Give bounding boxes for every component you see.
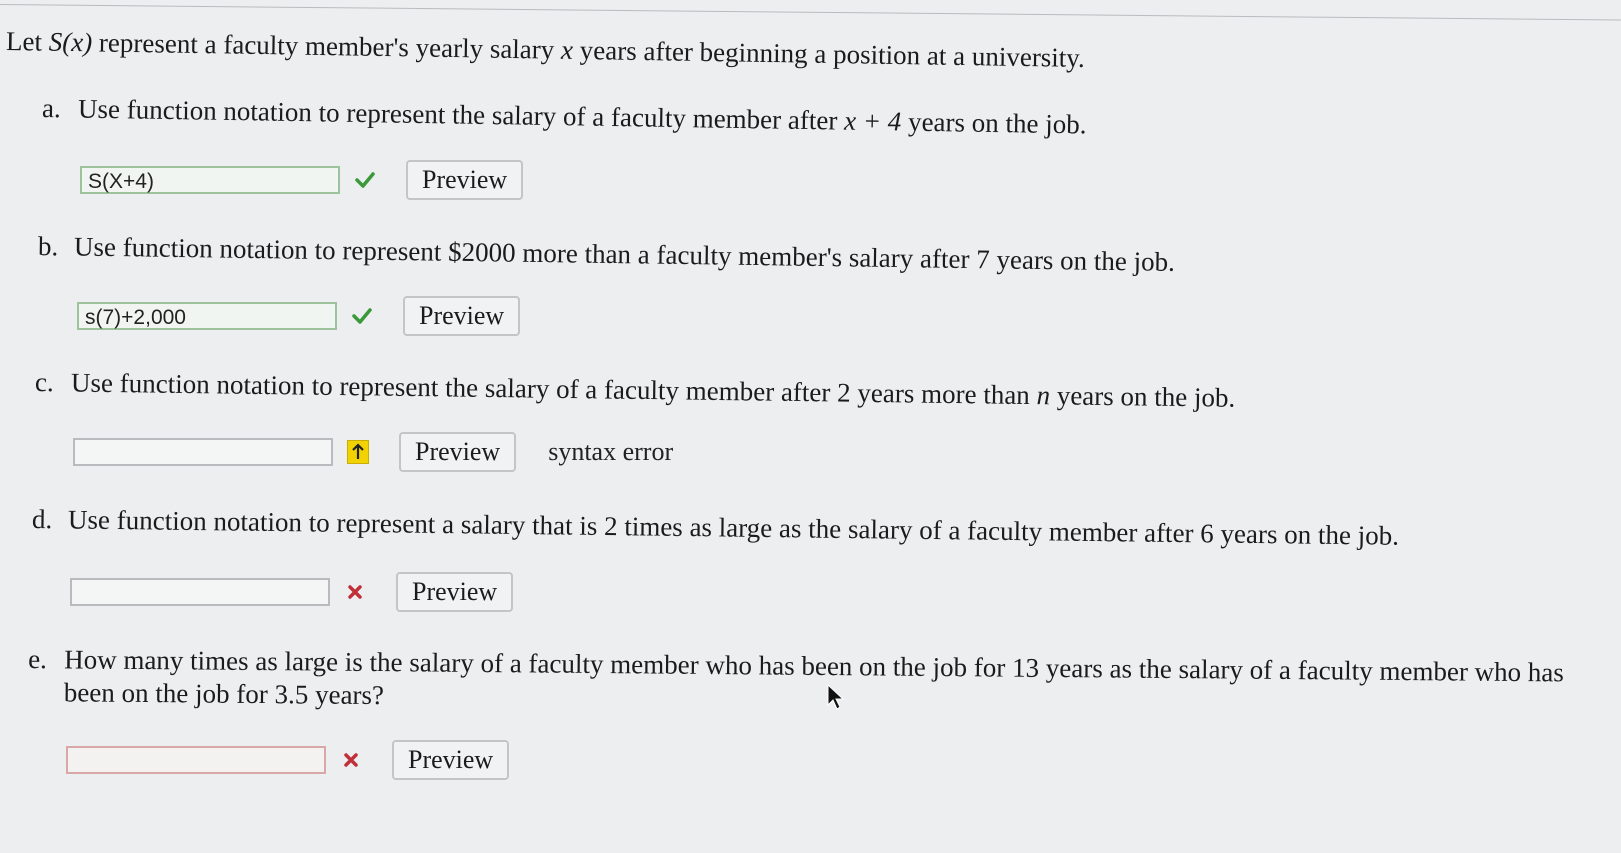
- answer-input-b[interactable]: s(7)+2,000: [77, 302, 337, 330]
- answer-input-e[interactable]: [66, 746, 326, 774]
- answer-input-d[interactable]: [70, 578, 330, 606]
- answer-input-c[interactable]: [73, 438, 333, 466]
- check-icon: [347, 305, 377, 327]
- preview-button-e[interactable]: Preview: [392, 740, 509, 780]
- question-d: d. Use function notation to represent a salary that is 2 times as large as the salary of a faculty member after 6 years on the job.: [31, 504, 1400, 551]
- question-b: b. Use function notation to represent $2000 more than a faculty member's salary after 7 years on the job.: [37, 231, 1176, 277]
- x-icon: [340, 581, 370, 603]
- answer-input-a[interactable]: S(X+4): [80, 166, 340, 194]
- answer-row-e: [66, 740, 509, 780]
- answer-row-d: [70, 572, 513, 612]
- question-a: a. Use function notation to represent the salary of a faculty member after x + 4 years on the job.: [41, 93, 1087, 140]
- problem-intro: Let S(x) represent a faculty member's yearly salary x years after beginning a position at a university.: [5, 26, 1086, 73]
- check-icon: [350, 169, 380, 191]
- answer-row-c: [73, 432, 673, 472]
- answer-row-a: [80, 160, 523, 200]
- preview-button-b[interactable]: Preview: [403, 296, 520, 336]
- preview-button-d[interactable]: Preview: [396, 572, 513, 612]
- intro-variable: x: [560, 34, 574, 65]
- question-e: e. How many times as large is the salary of a faculty member who has been on the job for 13 years as the salary of a faculty member who has been on the job for 3.5 years?: [28, 644, 1565, 711]
- x-icon: [336, 749, 366, 771]
- syntax-error-message: syntax error: [548, 437, 674, 466]
- preview-button-a[interactable]: Preview: [406, 160, 523, 200]
- top-divider: [0, 4, 1621, 21]
- preview-button-c[interactable]: Preview: [399, 432, 516, 472]
- mouse-cursor-icon: [826, 683, 846, 716]
- intro-function: S(x): [48, 26, 93, 58]
- question-c: c. Use function notation to represent the salary of a faculty member after 2 years more than n years on the job.: [34, 367, 1236, 413]
- answer-row-b: [77, 296, 520, 336]
- warning-arrow-icon[interactable]: [343, 441, 373, 463]
